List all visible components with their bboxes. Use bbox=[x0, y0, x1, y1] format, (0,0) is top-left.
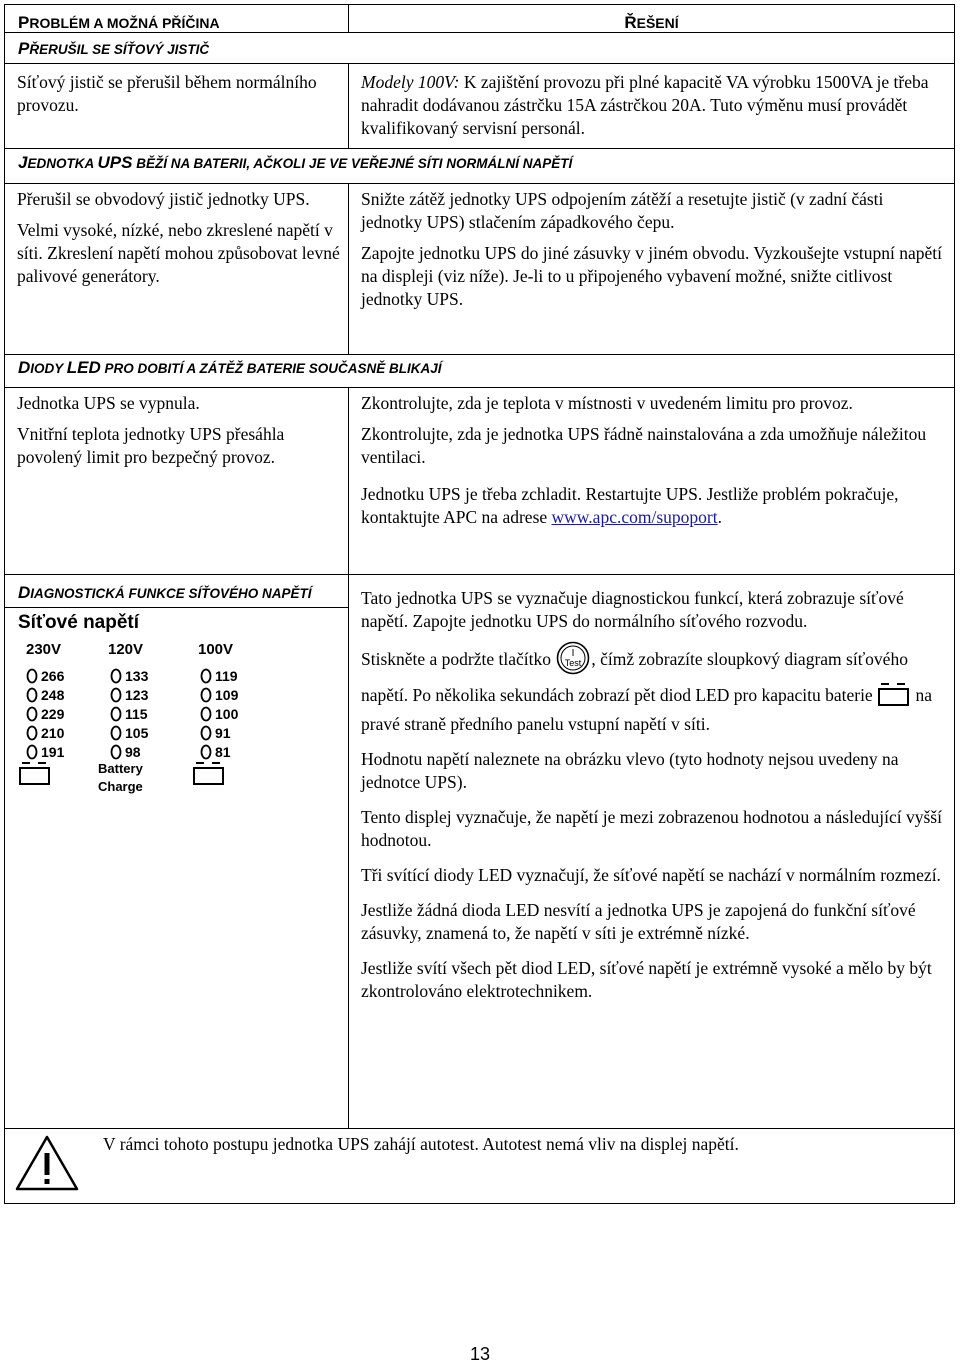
col-header-120v: 120V bbox=[108, 641, 144, 658]
led-voltage-label: 229 bbox=[41, 706, 65, 722]
section-leds-flashing: DIODY LED PRO DOBITÍ A ZÁTĚŽ BATERIE SOUČASNĚ BLIKAJÍ bbox=[5, 355, 955, 388]
led-voltage-label: 123 bbox=[125, 687, 149, 703]
led-voltage-label: 210 bbox=[41, 725, 65, 741]
led-voltage-label: 248 bbox=[41, 687, 65, 703]
led-voltage-label: 109 bbox=[215, 687, 239, 703]
header-solution-cell bbox=[349, 5, 955, 33]
led-indicator bbox=[28, 708, 37, 721]
row3-solution: Zkontrolujte, zda je teplota v místnosti v uvedeném limitu pro provoz. Zkontrolujte, zda je jednotka UPS řádně nainstalována a zda umožňuje náležitou ventilaci. Jednotku UPS je třeba zchladit. Restartujte UPS. Jestliže problém pokračuje, kontaktujte APC na adrese www.apc.com/supoport. bbox=[349, 388, 955, 575]
warning-row bbox=[5, 1129, 955, 1204]
battery-label-line2: Charge bbox=[98, 779, 143, 794]
led-voltage-label: 100 bbox=[215, 706, 239, 722]
row1-problem: Síťový jistič se přerušil během normálního provozu. bbox=[5, 64, 349, 149]
header-problem: PROBLÉM A MOŽNÁ PŘÍČINA bbox=[18, 13, 220, 32]
page-number: 13 bbox=[469, 1344, 491, 1364]
row2-problem: Přerušil se obvodový jistič jednotky UPS. Velmi vysoké, nízké, nebo zkreslené napětí v síti. Zkreslení napětí mohou způsobovat levné palivové generátory. bbox=[5, 184, 349, 355]
troubleshooting-table bbox=[4, 4, 955, 1204]
test-button-icon bbox=[555, 641, 591, 681]
led-voltage-label: 191 bbox=[41, 744, 65, 760]
led-indicator bbox=[28, 689, 37, 702]
header-problem-cell bbox=[5, 5, 349, 33]
led-indicator bbox=[112, 746, 121, 759]
battery-icon bbox=[877, 681, 911, 713]
led-indicator bbox=[28, 670, 37, 683]
led-indicator bbox=[202, 670, 211, 683]
header-solution: ŘEŠENÍ bbox=[624, 13, 679, 32]
apc-link[interactable]: www.apc.com/supoport bbox=[551, 507, 718, 527]
led-indicator bbox=[112, 727, 121, 740]
led-voltage-label: 81 bbox=[215, 744, 231, 760]
col-header-230v: 230V bbox=[26, 641, 62, 658]
led-voltage-label: 133 bbox=[125, 668, 149, 684]
voltage-led-diagram bbox=[18, 638, 318, 808]
voltage-diagram-title: Síťové napětí bbox=[18, 612, 140, 633]
row3-problem: Jednotka UPS se vypnula. Vnitřní teplota jednotky UPS přesáhla povolený limit pro bezpečný provoz. bbox=[5, 388, 349, 575]
led-indicator bbox=[112, 708, 121, 721]
led-indicator bbox=[202, 746, 211, 759]
led-voltage-label: 98 bbox=[125, 744, 141, 760]
led-voltage-label: 115 bbox=[125, 706, 148, 722]
svg-text:I: I bbox=[572, 648, 575, 659]
led-voltage-label: 119 bbox=[215, 668, 238, 684]
led-indicator bbox=[202, 708, 211, 721]
battery-label-line1: Battery bbox=[98, 761, 143, 776]
warning-icon bbox=[13, 1133, 81, 1198]
row4-solution: Tato jednotka UPS se vyznačuje diagnostickou funkcí, která zobrazuje síťové napětí. Zapojte jednotku UPS do normálního síťového rozvodu. Stiskněte a podržte tlačítko I Test , čímž zobrazíte sloupkový diagram síťového napětí. Po několika sekundách zobrazí pět diod LED pro kapacitu baterie na pravé straně předního panelu vstupní napětí v síti. Hodnotu napětí naleznete na obrázku vlevo (tyto hodnoty nejsou uvedeny na jednotce UPS). Tento displej vyznačuje, že napětí je mezi zobrazenou hodnotou a následující vyšší hodnotou. Tři svítící diody LED vyznačují, že síťové napětí se nachází v normálním rozmezí. Jestliže žádná dioda LED nesvítí a jednotka UPS je zapojená do funkční síťové zásuvky, znamená to, že napětí v síti je extrémně nízké. Jestliže svítí všech pět diod LED, síťové napětí je extrémně vysoké a mělo by být zkontrolováno elektrotechnikem. bbox=[349, 575, 955, 1129]
row1-solution: Modely 100V: K zajištění provozu při plné kapacitě VA výrobku 1500VA je třeba nahradit dodávanou zástrčku 15A zástrčkou 20A. Tuto výměnu musí provádět kvalifikovaný servisní personál. bbox=[349, 64, 955, 149]
led-indicator bbox=[112, 670, 121, 683]
led-indicator bbox=[202, 727, 211, 740]
voltage-diagram-cell bbox=[5, 608, 349, 1129]
led-voltage-label: 91 bbox=[215, 725, 231, 741]
svg-text:Test: Test bbox=[565, 658, 582, 668]
led-indicator bbox=[28, 727, 37, 740]
led-indicator bbox=[202, 689, 211, 702]
section-diagnostics: DIAGNOSTICKÁ FUNKCE SÍŤOVÉHO NAPĚTÍ bbox=[5, 575, 349, 608]
battery-icon-right bbox=[194, 763, 223, 784]
row2-solution: Snižte zátěž jednotky UPS odpojením zátěží a resetujte jistič (v zadní části jednotky UPS) stlačením západkového čepu. Zapojte jednotku UPS do jiné zásuvky v jiném obvodu. Vyzkoušejte vstupní napětí na displeji (viz níže). Je-li to u připojeného vybavení možné, snižte citlivost jednotky UPS. bbox=[349, 184, 955, 355]
warning-text: V rámci tohoto postupu jednotka UPS zahájí autotest. Autotest nemá vliv na displej napětí. bbox=[103, 1134, 739, 1154]
section-breaker-tripped: PŘERUŠIL SE SÍŤOVÝ JISTIČ bbox=[5, 33, 955, 64]
led-indicator bbox=[112, 689, 121, 702]
section-on-battery: JEDNOTKA UPS BĚŽÍ NA BATERII, AČKOLI JE VE VEŘEJNÉ SÍTI NORMÁLNÍ NAPĚTÍ bbox=[5, 149, 955, 184]
led-voltage-label: 266 bbox=[41, 668, 65, 684]
led-voltage-label: 105 bbox=[125, 725, 149, 741]
battery-icon-left bbox=[20, 763, 49, 784]
col-header-100v: 100V bbox=[198, 641, 234, 658]
led-indicator bbox=[28, 746, 37, 759]
